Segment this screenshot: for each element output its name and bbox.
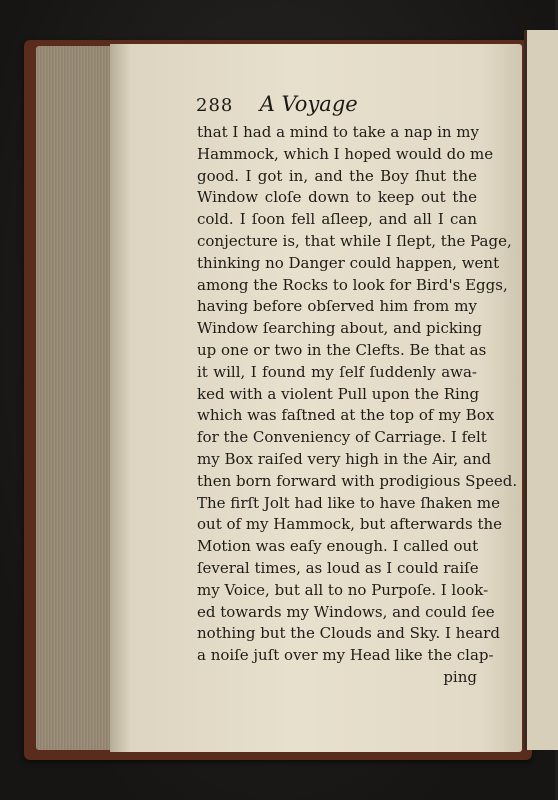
text-line: good. I got in, and the Boy ſhut the bbox=[197, 166, 477, 185]
text-line: The firſt Jolt had like to have ſhaken me bbox=[197, 493, 500, 512]
text-line: then born forward with prodigious Speed. bbox=[197, 471, 518, 490]
catchword: ping bbox=[443, 667, 477, 686]
text-line: nothing but the Clouds and Sky. I heard bbox=[197, 624, 500, 643]
text-line: having before obſerved him from my bbox=[197, 297, 477, 316]
text-line: cold. I ſoon fell aſleep, and all I can bbox=[197, 210, 477, 229]
text-line: for the Conveniency of Carriage. I felt bbox=[197, 428, 487, 447]
text-line: up one or two in the Clefts. Be that as bbox=[197, 340, 487, 359]
text-line: thinking no Danger could happen, went bbox=[197, 253, 500, 272]
running-head-title: A Voyage bbox=[259, 92, 358, 116]
text-line: conjecture is, that while I ſlept, the Page, bbox=[197, 231, 512, 250]
text-line: a noiſe juſt over my Head like the clap- bbox=[197, 646, 494, 665]
facing-page-edge bbox=[524, 30, 558, 750]
text-line: Window cloſe down to keep out the bbox=[197, 188, 477, 207]
text-line: my Voice, but all to no Purpoſe. I look- bbox=[197, 580, 489, 599]
page-edges bbox=[36, 46, 116, 750]
body-text bbox=[197, 122, 518, 689]
text-line: Hammock, which I hoped would do me bbox=[197, 144, 494, 163]
text-line: among the Rocks to look for Bird's Eggs, bbox=[197, 275, 508, 294]
text-line: out of my Hammock, but afterwards the bbox=[197, 515, 503, 534]
text-line: that I had a mind to take a nap in my bbox=[197, 123, 479, 141]
text-line: Window ſearching about, and picking bbox=[197, 319, 483, 338]
page-number: 288 bbox=[196, 95, 234, 116]
text-line: which was faſtned at the top of my Box bbox=[197, 406, 495, 425]
text-line: ked with a violent Pull upon the Ring bbox=[197, 384, 480, 403]
text-line: ſeveral times, as loud as I could raiſe bbox=[197, 558, 479, 577]
text-line: my Box raiſed very high in the Air, and bbox=[197, 449, 492, 468]
running-header bbox=[196, 92, 476, 116]
text-line: it will, I found my ſelf ſuddenly awa- bbox=[197, 362, 477, 381]
text-line: ed towards my Windows, and could ſee bbox=[197, 602, 495, 621]
text-line: Motion was eaſy enough. I called out bbox=[197, 537, 479, 556]
